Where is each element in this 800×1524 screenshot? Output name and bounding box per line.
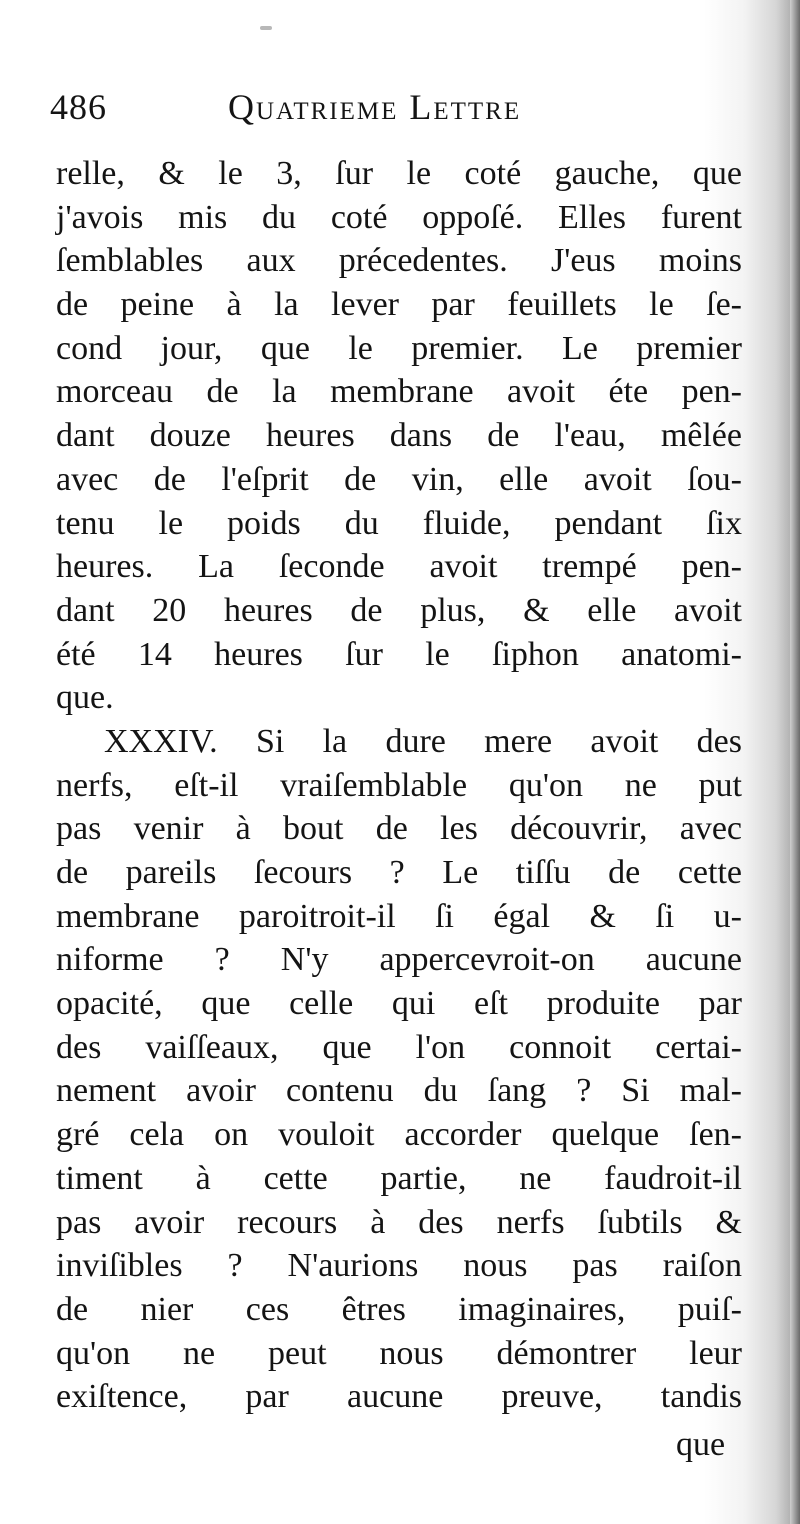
text-line: relle, & le 3, ſur le coté gauche, que: [56, 155, 742, 192]
text-line: dant 20 heures de plus, & elle avoit: [56, 591, 742, 629]
text-line: membrane paroitroit-il ſi égal & ſi u-: [56, 897, 742, 935]
text-line: gré cela on vouloit accorder quelque ſen-: [56, 1116, 742, 1154]
text-line: avec de l'eſprit de vin, elle avoit ſou-: [56, 460, 742, 498]
text-line: que.: [56, 679, 114, 717]
text-line: de nier ces êtres imaginaires, puiſ-: [56, 1290, 742, 1328]
text-line: morceau de la membrane avoit éte pen-: [56, 373, 742, 411]
text-line: heures. La ſeconde avoit trempé pen-: [56, 548, 742, 586]
section-start-line: XXXIV. Si la dure mere avoit des: [104, 722, 742, 760]
text-line: ſemblables aux précedentes. J'eus moins: [56, 242, 742, 280]
text-line: niforme ? N'y appercevroit-on aucune: [56, 941, 742, 979]
text-line: timent à cette partie, ne faudroit-il: [56, 1159, 742, 1197]
page-number: 486: [50, 87, 107, 127]
text-line: exiſtence, par aucune preuve, tandis: [56, 1378, 742, 1416]
text-line: pas venir à bout de les découvrir, avec: [56, 810, 742, 848]
text-line: dant douze heures dans de l'eau, mêlée: [56, 417, 742, 455]
ink-speck: [260, 26, 272, 30]
text-line: cond jour, que le premier. Le premier: [56, 329, 742, 367]
text-line: été 14 heures ſur le ſiphon anatomi-: [56, 635, 742, 673]
text-line: de peine à la lever par feuillets le ſe-: [56, 286, 742, 324]
text-line: qu'on ne peut nous démontrer leur: [56, 1334, 742, 1372]
catchword: que: [676, 1426, 726, 1463]
text-line: pas avoir recours à des nerfs ſubtils &: [56, 1203, 742, 1241]
text-line: de pareils ſecours ? Le tiſſu de cette: [56, 854, 742, 891]
text-line: inviſibles ? N'aurions nous pas raiſon: [56, 1247, 742, 1285]
running-title: Quatrieme Lettre: [228, 87, 522, 127]
text-line: j'avois mis du coté oppoſé. Elles furent: [56, 198, 742, 236]
text-line: tenu le poids du fluide, pendant ſix: [56, 504, 742, 542]
text-line: opacité, que celle qui eſt produite par: [56, 985, 742, 1023]
text-line: nement avoir contenu du ſang ? Si mal-: [56, 1072, 742, 1110]
page-edge-shadow: [790, 0, 800, 1524]
text-line: nerfs, eſt-il vraiſemblable qu'on ne put: [56, 766, 742, 804]
text-line: des vaiſſeaux, que l'on connoit certai-: [56, 1028, 742, 1066]
page-header: [50, 82, 750, 132]
body-text: [56, 152, 742, 1419]
